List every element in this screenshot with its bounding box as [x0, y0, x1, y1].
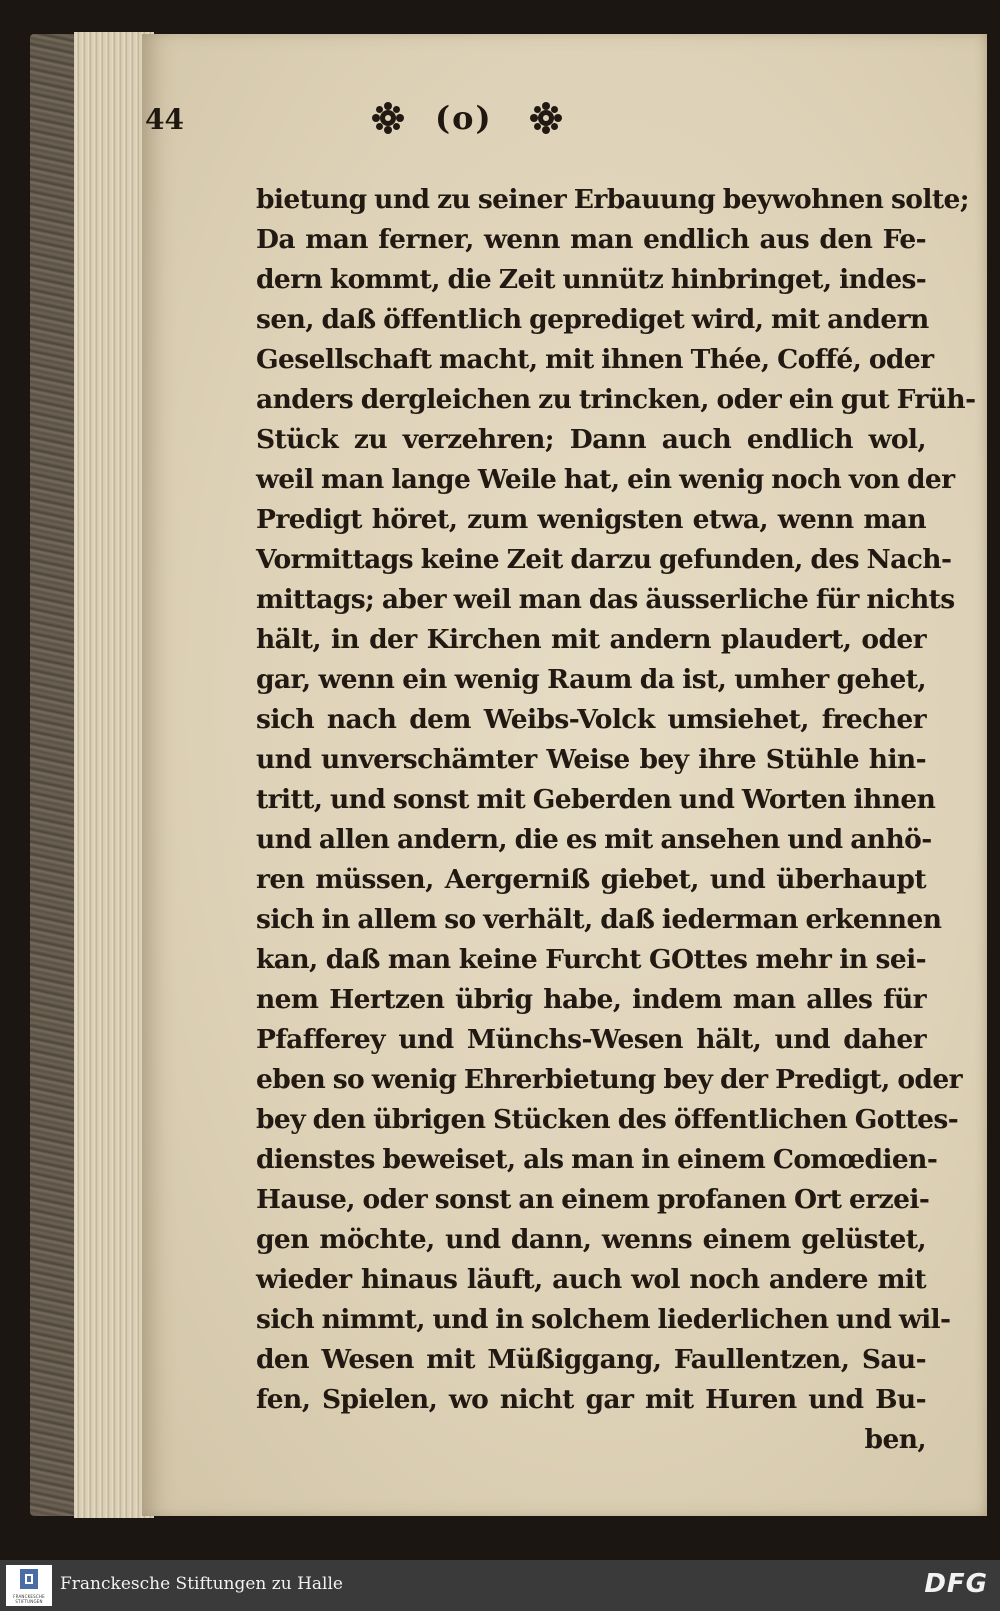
text-line: tritt, und sonst mit Geberden und Worten ihnen: [256, 784, 936, 815]
text-line: sich in allem so verhält, daß iederman erkennen: [256, 904, 942, 935]
text-line: Gesellschaft macht, mit ihnen Thée, Coffé, oder: [256, 344, 934, 375]
institution-emblem-icon: [6, 1565, 52, 1595]
text-line: ren müssen, Aergerniß giebet, und überhaupt: [256, 864, 926, 895]
text-line: gen möchte, und dann, wenns einem gelüstet,: [256, 1224, 926, 1255]
text-line: sen, daß öffentlich geprediget wird, mit andern: [256, 304, 929, 335]
rosette-ornament-icon: [371, 101, 405, 135]
running-head: (o): [435, 99, 493, 137]
book-cover-edge: [30, 34, 76, 1516]
text-line: fen, Spielen, wo nicht gar mit Huren und Bu-: [256, 1384, 926, 1415]
text-line: Predigt höret, zum wenigsten etwa, wenn man: [256, 504, 926, 535]
text-line: und unverschämter Weise bey ihre Stühle hin-: [256, 744, 926, 775]
text-line: sich nimmt, und in solchem liederlichen und wil-: [256, 1304, 951, 1335]
text-line: wieder hinaus läuft, auch wol noch andere mit: [256, 1264, 926, 1295]
text-line: hält, in der Kirchen mit andern plaudert, oder: [256, 624, 926, 655]
text-line: Da man ferner, wenn man endlich aus den Fe-: [256, 224, 926, 255]
page-header: [145, 95, 785, 145]
page-number: 44: [145, 103, 184, 136]
text-line: weil man lange Weile hat, ein wenig noch von der: [256, 464, 955, 495]
institution-name[interactable]: Franckesche Stiftungen zu Halle: [60, 1574, 343, 1594]
text-line: bietung und zu seiner Erbauung beywohnen solte;: [256, 184, 969, 215]
text-line: anders dergleichen zu trincken, oder ein gut Früh-: [256, 384, 976, 415]
text-line: eben so wenig Ehrerbietung bey der Predigt, oder: [256, 1064, 962, 1095]
text-line: den Wesen mit Müßiggang, Faullentzen, Sau-: [256, 1344, 926, 1375]
text-line: dern kommt, die Zeit unnütz hinbringet, indes-: [256, 264, 927, 295]
text-line: gar, wenn ein wenig Raum da ist, umher gehet,: [256, 664, 926, 695]
dfg-logo[interactable]: DFG: [924, 1569, 988, 1599]
text-line: sich nach dem Weibs-Volck umsiehet, frecher: [256, 704, 926, 735]
catchword: ben,: [864, 1424, 926, 1455]
text-line: und allen andern, die es mit ansehen und anhö-: [256, 824, 932, 855]
text-line: Pfafferey und Münchs-Wesen hält, und daher: [256, 1024, 926, 1055]
body-text: [256, 180, 976, 1455]
logo-text: FRANCKESCHE STIFTUNGEN: [13, 1594, 45, 1604]
text-line: bey den übrigen Stücken des öffentlichen Gottes-: [256, 1104, 959, 1135]
viewer-footer-bar: [0, 1560, 1000, 1611]
text-line: kan, daß man keine Furcht GOttes mehr in sei-: [256, 944, 926, 975]
text-line: Vormittags keine Zeit darzu gefunden, des Nach-: [256, 544, 952, 575]
text-line: Stück zu verzehren; Dann auch endlich wol,: [256, 424, 926, 455]
text-line: dienstes beweiset, als man in einem Comœdien-: [256, 1144, 938, 1175]
rosette-ornament-icon: [529, 101, 563, 135]
franckesche-stiftungen-logo[interactable]: [6, 1565, 52, 1606]
text-line: Hause, oder sonst an einem profanen Ort erzei-: [256, 1184, 930, 1215]
text-line: nem Hertzen übrig habe, indem man alles für: [256, 984, 926, 1015]
text-line: mittags; aber weil man das äusserliche für nichts: [256, 584, 955, 615]
